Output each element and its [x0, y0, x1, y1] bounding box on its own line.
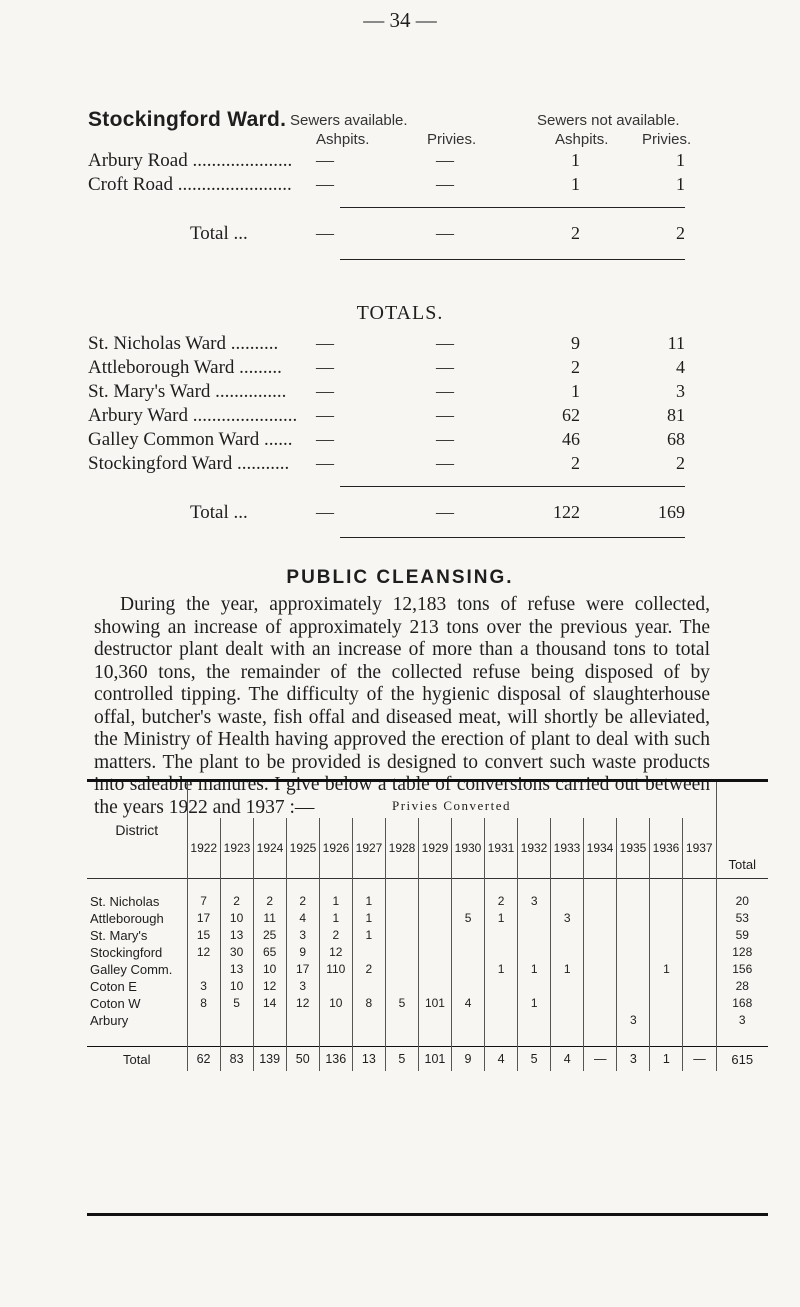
totals-row-label: St. Nicholas Ward .......... [88, 333, 279, 354]
ward-row-label: Croft Road ........................ [88, 174, 292, 195]
table-cell [352, 944, 385, 961]
totals-cell: 101 [418, 1047, 451, 1072]
table-cell [650, 944, 683, 961]
table-cell [518, 978, 551, 995]
table-cell: 1 [352, 910, 385, 927]
col-group-sewers-not-available: Sewers not available. [537, 112, 680, 129]
totals-row-value: — [316, 333, 334, 353]
ward-total-value: 2 [676, 223, 685, 243]
table-row [87, 978, 768, 995]
table-cell: 10 [220, 910, 253, 927]
totals-total-value: — [436, 502, 454, 522]
table-cell [650, 995, 683, 1012]
table-cell: 2 [319, 927, 352, 944]
totals-cell: 136 [319, 1047, 352, 1072]
table-cell [683, 944, 716, 961]
table-cell [452, 978, 485, 995]
table-cell: 13 [220, 961, 253, 978]
table-cell [617, 995, 650, 1012]
table-cell [650, 910, 683, 927]
table-cell [385, 978, 418, 995]
table-cell: 17 [187, 910, 220, 927]
district-name: Coton W [90, 995, 141, 1011]
totals-row-value: 11 [667, 333, 685, 353]
ward-total-label: Total ... [190, 223, 248, 244]
table-cell: 3 [617, 1012, 650, 1029]
year-header: 1929 [419, 818, 452, 878]
table-cell [551, 944, 584, 961]
district-name: Arbury [90, 1012, 129, 1028]
row-total: 20 [716, 893, 768, 910]
totals-row-value: 68 [667, 429, 685, 449]
table-cell [485, 927, 518, 944]
table-cell: 5 [385, 995, 418, 1012]
table-cell [418, 910, 451, 927]
table-cell [385, 927, 418, 944]
table-cell: 15 [187, 927, 220, 944]
grand-total: 615 [716, 1047, 768, 1072]
year-header: 1933 [551, 818, 584, 878]
table-cell [650, 978, 683, 995]
table-cell: 12 [253, 978, 286, 995]
year-header: 1922 [190, 841, 218, 855]
row-total: 168 [716, 995, 768, 1012]
table-cell [452, 893, 485, 910]
table-cell: 3 [286, 978, 319, 995]
table-cell [617, 910, 650, 927]
table-cell [551, 978, 584, 995]
table-cell: 1 [485, 910, 518, 927]
district-name: Attleborough [90, 910, 164, 926]
year-header: 1923 [221, 818, 254, 878]
table-cell [683, 1012, 716, 1029]
table-cell: 8 [352, 995, 385, 1012]
table-cell [385, 944, 418, 961]
totals-row-value: 9 [571, 333, 580, 353]
table-cell: 1 [485, 961, 518, 978]
district-name: Stockingford [90, 944, 163, 960]
table-cell [683, 978, 716, 995]
page-number: — 34 — [363, 8, 437, 32]
table-cell [551, 995, 584, 1012]
table-row [87, 1012, 768, 1029]
table-cell: 17 [286, 961, 319, 978]
spacer-row [87, 1029, 768, 1047]
year-header: 1935 [617, 818, 650, 878]
table-cell [683, 995, 716, 1012]
table-cell [187, 1012, 220, 1029]
table-cell [518, 927, 551, 944]
totals-row-value: — [436, 357, 454, 377]
year-header: 1925 [287, 818, 320, 878]
totals-total-label: Total ... [190, 502, 248, 523]
table-row [87, 893, 768, 910]
table-cell [220, 1012, 253, 1029]
table-cell [617, 944, 650, 961]
col-privies-2: Privies. [642, 131, 692, 148]
totals-row-label: Attleborough Ward ......... [88, 357, 282, 378]
ward-row-value: — [436, 174, 454, 194]
totals-cell: 62 [187, 1047, 220, 1072]
row-total: 128 [716, 944, 768, 961]
table-cell: 3 [518, 893, 551, 910]
table-cell: 1 [518, 961, 551, 978]
totals-cell: 139 [253, 1047, 286, 1072]
table-cell: 2 [253, 893, 286, 910]
totals-cell: 4 [485, 1047, 518, 1072]
year-header: 1930 [452, 818, 485, 878]
year-header: 1934 [584, 818, 617, 878]
table-cell [385, 961, 418, 978]
col-ashpits-2: Ashpits. [555, 131, 609, 148]
table-cell: 10 [319, 995, 352, 1012]
table-cell: 1 [518, 995, 551, 1012]
table-cell [485, 995, 518, 1012]
table-cell [617, 961, 650, 978]
table-cell [683, 961, 716, 978]
totals-row-label: Stockingford Ward ........... [88, 453, 290, 474]
totals-row-value: — [316, 453, 334, 473]
table-cell [617, 893, 650, 910]
totals-cell: 5 [385, 1047, 418, 1072]
table-cell [319, 1012, 352, 1029]
totals-cell: — [683, 1047, 716, 1072]
row-total: 53 [716, 910, 768, 927]
table-row [87, 961, 768, 978]
district-header: District [115, 822, 159, 838]
table-cell: 12 [286, 995, 319, 1012]
year-header: 1932 [518, 818, 551, 878]
table-cell [187, 961, 220, 978]
spacer-row [87, 879, 768, 893]
totals-cell: 50 [286, 1047, 319, 1072]
ward-row-label: Arbury Road ..................... [88, 150, 293, 171]
table-cell: 25 [253, 927, 286, 944]
divider [340, 537, 685, 538]
table-cell [385, 1012, 418, 1029]
totals-row-value: — [436, 333, 454, 353]
district-name: St. Nicholas [90, 893, 160, 909]
totals-row-value: — [436, 429, 454, 449]
table-cell [418, 944, 451, 961]
totals-row-value: 62 [562, 405, 580, 425]
table-cell [352, 978, 385, 995]
table-cell [551, 1012, 584, 1029]
totals-total-value: — [316, 502, 334, 522]
totals-row-value: 1 [571, 381, 580, 401]
ward-heading: Stockingford Ward. [88, 108, 287, 131]
totals-row-value: 81 [667, 405, 685, 425]
col-group-sewers-available: Sewers available. [290, 112, 408, 129]
totals-total-value: 169 [658, 502, 685, 522]
ward-total-value: — [316, 223, 334, 243]
table-cell [286, 1012, 319, 1029]
table-cell: 30 [220, 944, 253, 961]
table-cell: 8 [187, 995, 220, 1012]
table-cell [518, 944, 551, 961]
totals-cell: 13 [352, 1047, 385, 1072]
table-cell [551, 893, 584, 910]
row-total: 59 [716, 927, 768, 944]
totals-cell: 1 [650, 1047, 683, 1072]
table-cell: 9 [286, 944, 319, 961]
table-cell: 101 [418, 995, 451, 1012]
table-cell: 3 [187, 978, 220, 995]
table-cell: 2 [485, 893, 518, 910]
year-header: 1928 [386, 818, 419, 878]
totals-row [87, 1047, 768, 1072]
table-row [87, 944, 768, 961]
totals-row-label: Galley Common Ward ...... [88, 429, 293, 450]
totals-cell: 3 [617, 1047, 650, 1072]
table-cell [683, 893, 716, 910]
table-cell [385, 910, 418, 927]
district-name: St. Mary's [90, 927, 148, 943]
table-cell: 1 [650, 961, 683, 978]
table-cell: 13 [220, 927, 253, 944]
table-cell: 7 [187, 893, 220, 910]
totals-row-value: — [436, 381, 454, 401]
totals-row-value: — [316, 357, 334, 377]
totals-row-value: 2 [676, 453, 685, 473]
table-cell [418, 1012, 451, 1029]
table-cell [452, 927, 485, 944]
district-name: Coton E [90, 978, 137, 994]
table-cell: 1 [551, 961, 584, 978]
ward-row-value: — [316, 174, 334, 194]
table-cell: 1 [352, 927, 385, 944]
year-header: 1936 [650, 818, 683, 878]
totals-heading: TOTALS. [356, 302, 444, 324]
table-cell: 10 [220, 978, 253, 995]
table-cell [452, 1012, 485, 1029]
table-cell [584, 910, 617, 927]
ward-row-value: 1 [571, 150, 580, 170]
conversions-table [87, 779, 768, 1216]
table-cell [683, 927, 716, 944]
row-total: 28 [716, 978, 768, 995]
table-cell: 12 [187, 944, 220, 961]
public-cleansing-heading: PUBLIC CLEANSING. [286, 567, 514, 588]
year-header: 1926 [320, 818, 353, 878]
table-cell [518, 1012, 551, 1029]
table-cell: 5 [452, 910, 485, 927]
table-row [87, 927, 768, 944]
ward-row-value: — [436, 150, 454, 170]
totals-cell: 83 [220, 1047, 253, 1072]
table-cell [418, 961, 451, 978]
table-cell [253, 1012, 286, 1029]
totals-row-value: — [316, 429, 334, 449]
total-header: Total [716, 782, 768, 879]
table-cell: 2 [220, 893, 253, 910]
divider [340, 259, 685, 260]
table-row [87, 910, 768, 927]
table-cell: 4 [286, 910, 319, 927]
table-cell: 10 [253, 961, 286, 978]
privies-converted-header: Privies Converted [391, 798, 511, 813]
totals-row-label: Arbury Ward ...................... [88, 405, 298, 426]
table-cell [319, 978, 352, 995]
table-cell: 3 [551, 910, 584, 927]
divider [340, 486, 685, 487]
row-total: 3 [716, 1012, 768, 1029]
table-cell [385, 893, 418, 910]
table-cell [584, 893, 617, 910]
table-cell [584, 978, 617, 995]
totals-row-value: — [436, 453, 454, 473]
totals-row-value: 3 [676, 381, 685, 401]
totals-row-value: 46 [562, 429, 580, 449]
table-cell [584, 961, 617, 978]
year-header: 1927 [353, 818, 386, 878]
year-header: 1931 [485, 818, 518, 878]
table-cell [352, 1012, 385, 1029]
col-ashpits-1: Ashpits. [316, 131, 370, 148]
table-cell: 2 [286, 893, 319, 910]
table-cell [485, 978, 518, 995]
table-cell: 12 [319, 944, 352, 961]
ward-total-value: 2 [571, 223, 580, 243]
table-cell: 11 [253, 910, 286, 927]
table-cell [650, 893, 683, 910]
table-cell: 14 [253, 995, 286, 1012]
year-header-row [188, 818, 716, 878]
table-cell [418, 893, 451, 910]
year-header: 1937 [683, 818, 716, 878]
ward-total-value: — [436, 223, 454, 243]
table-cell [617, 978, 650, 995]
totals-cell: — [584, 1047, 617, 1072]
ward-row-value: — [316, 150, 334, 170]
totals-row-label: Total [87, 1047, 187, 1072]
table-cell: 4 [452, 995, 485, 1012]
table-cell [418, 927, 451, 944]
table-cell [551, 927, 584, 944]
table-cell [518, 910, 551, 927]
table-cell [584, 944, 617, 961]
table-cell [452, 944, 485, 961]
col-privies-1: Privies. [427, 131, 477, 148]
table-cell: 1 [319, 893, 352, 910]
table-cell [485, 944, 518, 961]
table-cell: 5 [220, 995, 253, 1012]
table-cell [683, 910, 716, 927]
totals-row-value: 2 [571, 453, 580, 473]
table-cell [584, 1012, 617, 1029]
divider [340, 207, 685, 208]
table-cell: 2 [352, 961, 385, 978]
table-cell [485, 1012, 518, 1029]
table-cell [617, 927, 650, 944]
totals-row-value: — [436, 405, 454, 425]
table-cell [452, 961, 485, 978]
district-name: Galley Comm. [90, 961, 173, 977]
table-cell: 3 [286, 927, 319, 944]
year-header: 1924 [254, 818, 287, 878]
totals-row-label: St. Mary's Ward ............... [88, 381, 287, 402]
totals-row-value: 2 [571, 357, 580, 377]
totals-cell: 9 [452, 1047, 485, 1072]
totals-cell: 4 [551, 1047, 584, 1072]
totals-row-value: — [316, 405, 334, 425]
totals-total-value: 122 [553, 502, 580, 522]
ward-row-value: 1 [676, 174, 685, 194]
totals-row-value: 4 [676, 357, 685, 377]
table-cell [584, 995, 617, 1012]
table-cell [584, 927, 617, 944]
table-cell: 110 [319, 961, 352, 978]
row-total: 156 [716, 961, 768, 978]
totals-row-value: — [316, 381, 334, 401]
table-row [87, 995, 768, 1012]
table-cell [418, 978, 451, 995]
ward-row-value: 1 [571, 174, 580, 194]
public-cleansing-paragraph: During the year, approximately 12,183 tons of refuse were collected, showing an increase of approximately 213 tons over the previous year. The destructor plant dealt with an increase of more than a thousand tons to total 10,360 tons, the remainder of the collected refuse being disposed of by controlled tipping. The difficulty of the hygienic disposal of slaughterhouse offal, butcher's waste, fish offal and diseased meat, will shortly be alleviated, the Ministry of Health having approved the erection of plant to deal with such matters. The plant to be provided is designed to convert such waste products into saleable manures. I give below a table of conversions carried out between the years 1922 and 1937 :— [94, 594, 710, 818]
table-cell [650, 927, 683, 944]
totals-cell: 5 [518, 1047, 551, 1072]
table-cell [650, 1012, 683, 1029]
ward-row-value: 1 [676, 150, 685, 170]
table-cell: 1 [352, 893, 385, 910]
table-cell: 1 [319, 910, 352, 927]
table-cell: 65 [253, 944, 286, 961]
